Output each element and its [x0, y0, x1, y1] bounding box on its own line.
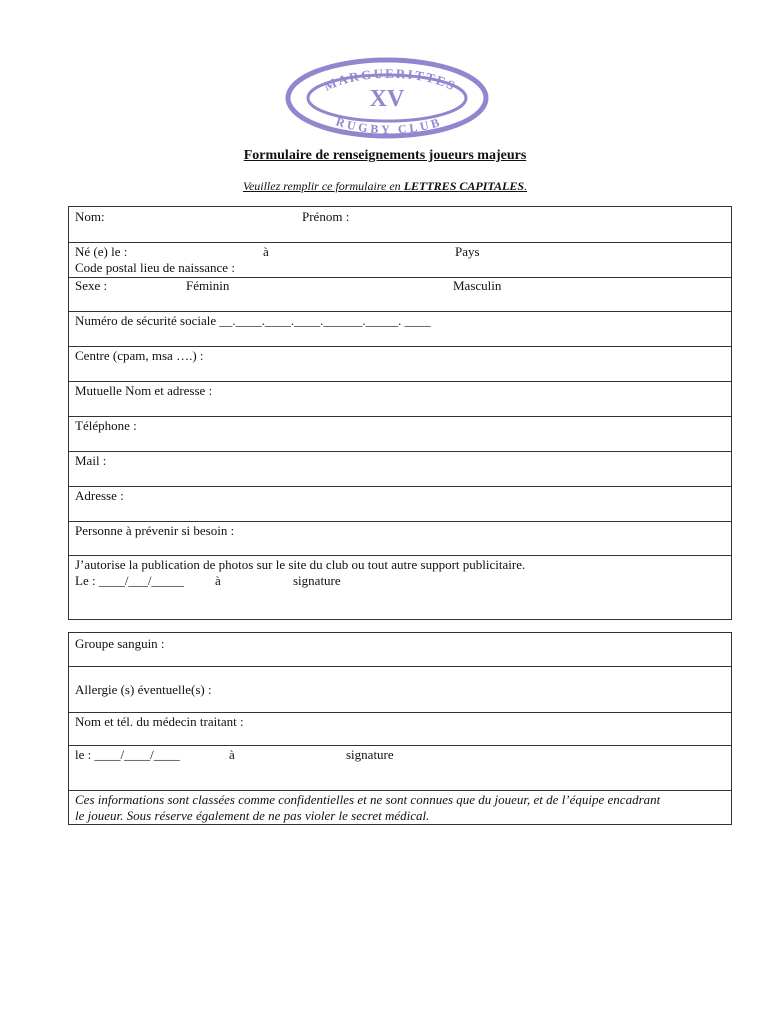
instructions-emphasis: LETTRES CAPITALES	[403, 179, 525, 193]
nom-label: Nom:	[75, 209, 105, 224]
instructions-prefix: Veuillez remplir ce formulaire en	[242, 179, 404, 193]
row-name	[69, 207, 731, 242]
row-birth	[69, 242, 731, 277]
phone-label: Téléphone :	[75, 418, 137, 433]
row-emergency-contact	[69, 521, 731, 555]
logo-top-text: MARGUERITTES	[321, 65, 460, 94]
medical-date: le : ____/____/____	[75, 747, 180, 762]
address-label: Adresse :	[75, 488, 124, 503]
row-mail	[69, 451, 731, 486]
instructions-suffix: .	[524, 179, 528, 193]
medical-info-table	[68, 632, 732, 825]
row-centre	[69, 346, 731, 381]
row-photo-authorization	[69, 555, 731, 619]
logo-center-text: XV	[369, 86, 405, 112]
social-security-label: Numéro de sécurité sociale __.____.____.____.______._____. ____	[75, 313, 431, 328]
player-info-table	[68, 206, 732, 620]
centre-label: Centre (cpam, msa ….) :	[75, 348, 204, 363]
mutuelle-label: Mutuelle Nom et adresse :	[75, 383, 213, 398]
confidentiality-note-line2: le joueur. Sous réserve également de ne pas violer le secret médical.	[75, 808, 430, 823]
medical-signature-label: signature	[346, 747, 394, 762]
authorization-signature-label: signature	[293, 573, 341, 588]
row-social-security	[69, 311, 731, 346]
row-mutuelle	[69, 381, 731, 416]
club-logo	[284, 57, 490, 139]
medical-place-label: à	[229, 747, 235, 762]
row-allergy	[69, 666, 731, 712]
birth-place-label: à	[263, 244, 269, 259]
row-address	[69, 486, 731, 521]
prenom-label: Prénom :	[302, 209, 350, 224]
doctor-label: Nom et tél. du médecin traitant :	[75, 714, 244, 729]
confidentiality-note-line1: Ces informations sont classées comme confidentielles et ne sont connues que du joueur, et de l’équipe encadrant	[75, 792, 661, 807]
form-instructions	[0, 179, 770, 194]
blood-group-label: Groupe sanguin :	[75, 636, 165, 651]
row-doctor	[69, 712, 731, 745]
postal-code-label: Code postal lieu de naissance :	[75, 260, 235, 275]
female-option[interactable]: Féminin	[186, 278, 230, 293]
row-blood-group	[69, 633, 731, 666]
form-title: Formulaire de renseignements joueurs majeurs	[243, 148, 527, 163]
emergency-contact-label: Personne à prévenir si besoin :	[75, 523, 235, 538]
authorization-date: Le : ____/___/_____	[75, 573, 185, 588]
authorization-place-label: à	[215, 573, 221, 588]
logo-bottom-text: RUGBY CLUB	[334, 114, 444, 137]
row-confidentiality-note	[69, 790, 731, 824]
row-sex	[69, 277, 731, 311]
allergy-label: Allergie (s) éventuelle(s) :	[75, 682, 212, 697]
male-option[interactable]: Masculin	[453, 278, 502, 293]
row-medical-signature	[69, 745, 731, 790]
photo-authorization-text: J’autorise la publication de photos sur le site du club ou tout autre support publicitaire.	[75, 557, 526, 572]
birth-date-label: Né (e) le :	[75, 244, 128, 259]
mail-label: Mail :	[75, 453, 107, 468]
sex-label: Sexe :	[75, 278, 108, 293]
country-label: Pays	[455, 244, 480, 259]
row-phone	[69, 416, 731, 451]
